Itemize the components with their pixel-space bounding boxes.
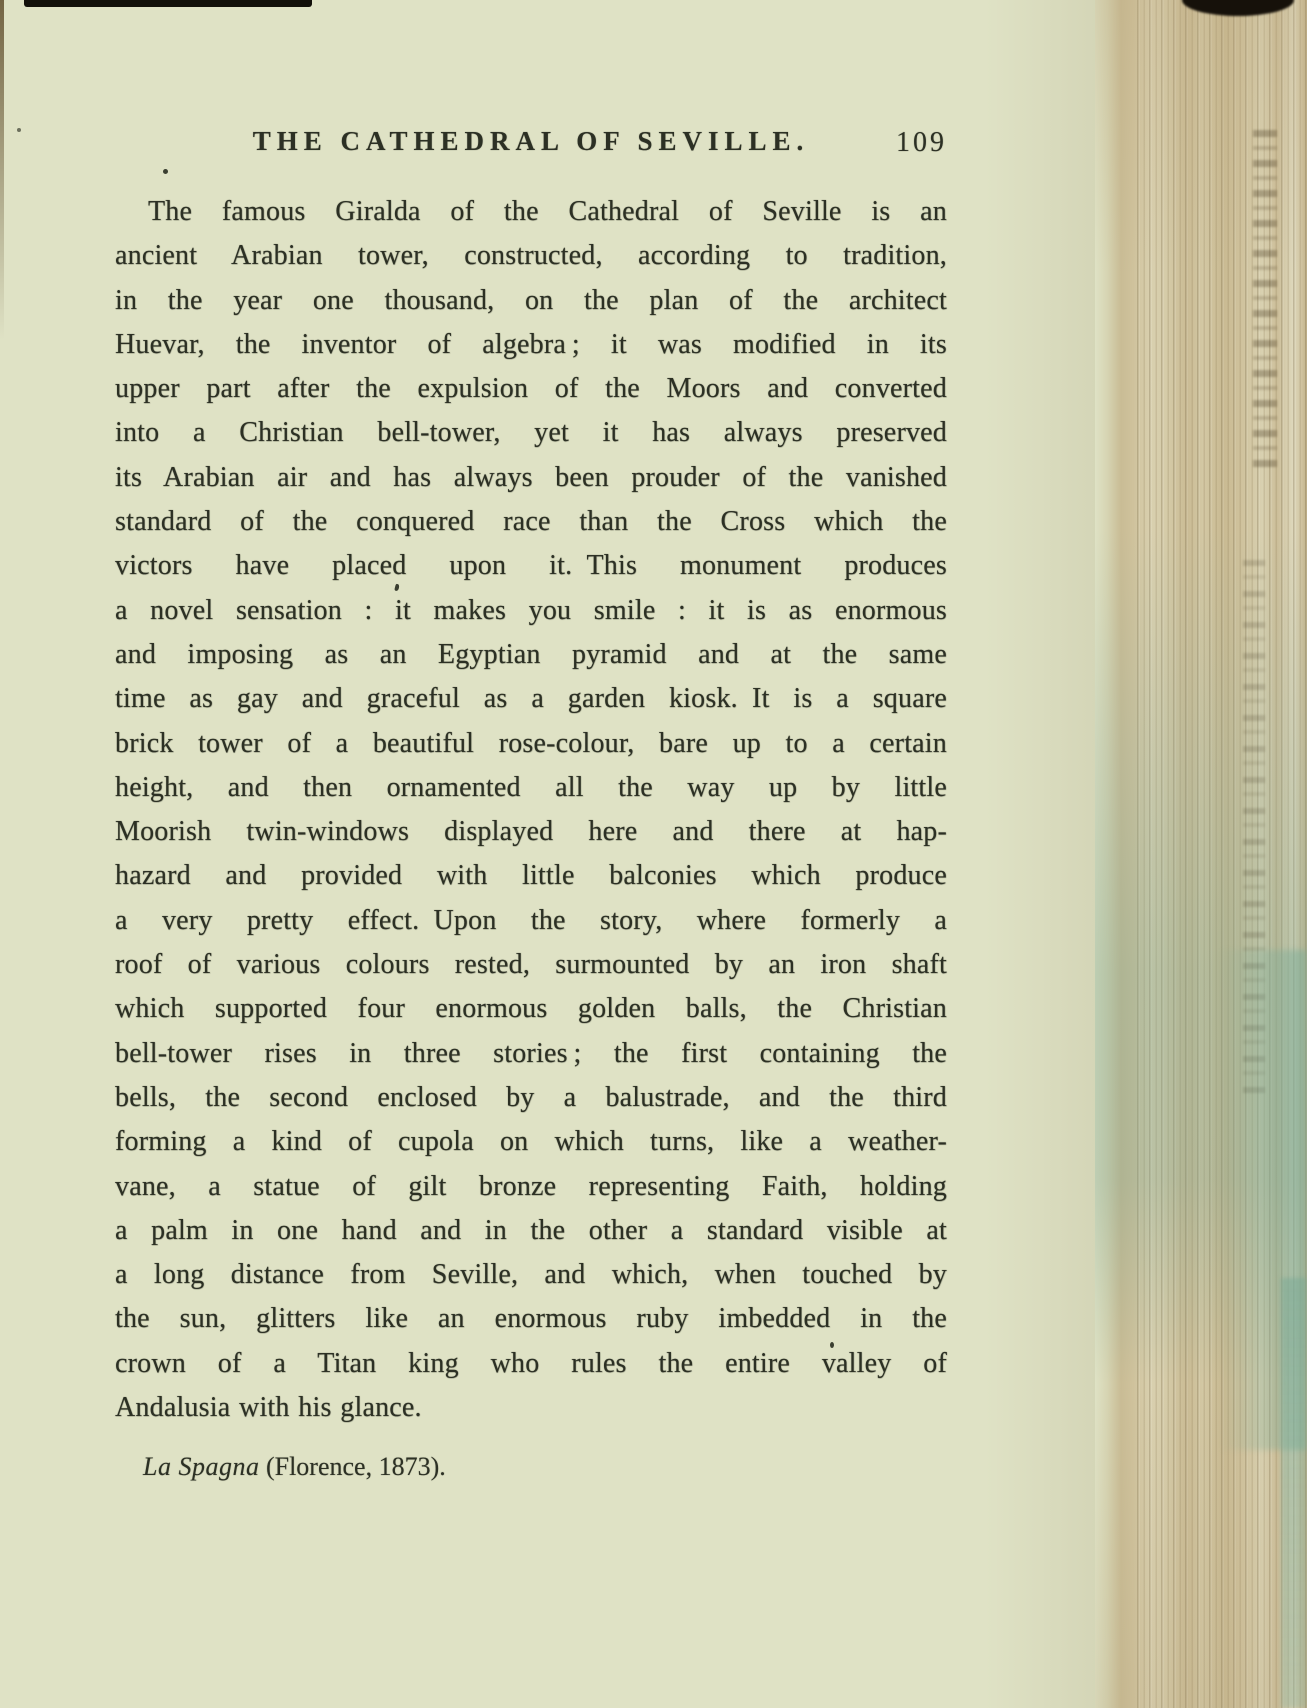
text-line: roof of various colours rested, surmounted by an iron shaft	[115, 949, 947, 981]
photo-left-edge	[0, 0, 4, 340]
running-header	[115, 126, 947, 168]
text-line: ancient Arabian tower, constructed, according to tradition,	[115, 240, 947, 272]
text-line: which supported four enormous golden balls, the Christian	[115, 993, 947, 1025]
photo-top-edge	[24, 0, 312, 7]
text-line: into a Christian bell-tower, yet it has always preserved	[115, 417, 947, 449]
text-line: bell-tower rises in three stories ; the first containing the	[115, 1037, 947, 1069]
running-header-title: THE CATHEDRAL OF SEVILLE.	[252, 126, 810, 156]
paragraph	[115, 190, 947, 1430]
ink-speck	[830, 1342, 834, 1348]
text-line: Huevar, the inventor of algebra ; it was modified in its	[115, 328, 947, 360]
text-line: forming a kind of cupola on which turns, like a weather-	[115, 1126, 947, 1158]
citation-detail: (Florence, 1873).	[259, 1452, 446, 1481]
text-line: victors have placed upon it. This monument produces	[115, 550, 947, 582]
text-line: the sun, glitters like an enormous ruby imbedded in the	[115, 1303, 947, 1335]
text-line: a palm in one hand and in the other a standard visible at	[115, 1214, 947, 1246]
ink-speck	[163, 169, 168, 174]
text-line: brick tower of a beautiful rose-colour, bare up to a certain	[115, 727, 947, 759]
text-line: a novel sensation : it makes you smile : it is as enormous	[115, 594, 947, 626]
ink-speck	[17, 128, 21, 132]
text-line: upper part after the expulsion of the Moors and converted	[115, 373, 947, 405]
source-citation	[143, 1452, 446, 1482]
text-line: standard of the conquered race than the Cross which the	[115, 506, 947, 538]
text-line: Andalusia with his glance.	[115, 1392, 422, 1424]
text-line: The famous Giralda of the Cathedral of Seville is an	[148, 196, 947, 227]
citation-work-title: La Spagna	[143, 1452, 260, 1481]
text-line: bells, the second enclosed by a balustrade, and the third	[115, 1081, 947, 1113]
text-line: time as gay and graceful as a garden kiosk. It is a square	[115, 683, 947, 715]
fore-edge-teal-tint	[1281, 1278, 1307, 1708]
text-line: crown of a Titan king who rules the entire valley of	[115, 1347, 947, 1379]
text-line: vane, a statue of gilt bronze representing Faith, holding	[115, 1170, 947, 1202]
fore-edge-marks	[1253, 130, 1277, 470]
text-line: in the year one thousand, on the plan of the architect	[115, 284, 947, 316]
page-number: 109	[896, 127, 947, 158]
book-fore-edge	[1095, 0, 1307, 1708]
text-line: Moorish twin-windows displayed here and there at hap-	[115, 816, 947, 848]
text-line: a very pretty effect. Upon the story, where formerly a	[115, 904, 947, 936]
text-line: and imposing as an Egyptian pyramid and at the same	[115, 638, 947, 670]
text-line: hazard and provided with little balconies which produce	[115, 860, 947, 892]
text-line: its Arabian air and has always been prouder of the vanished	[115, 461, 947, 493]
text-line: height, and then ornamented all the way up by little	[115, 771, 947, 803]
text-line: a long distance from Seville, and which, when touched by	[115, 1259, 947, 1291]
